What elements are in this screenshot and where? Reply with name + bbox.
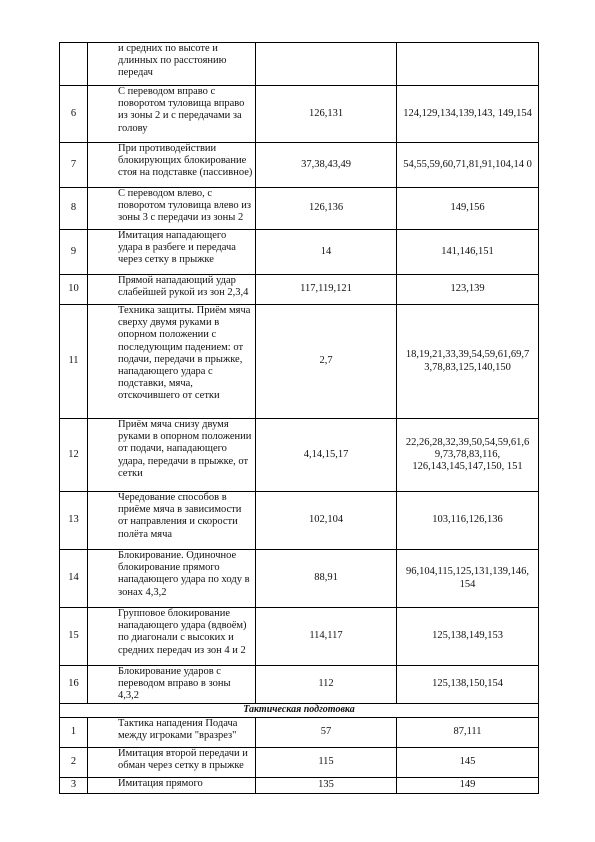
- row-number: 2: [60, 747, 88, 777]
- row-number: [60, 43, 88, 86]
- column-4-value: 103,116,126,136: [397, 492, 539, 550]
- table-row: [60, 230, 539, 275]
- exercise-description: Прямой нападающий удар слабейшей рукой из зон 2,3,4: [88, 275, 256, 305]
- row-number: 7: [60, 143, 88, 188]
- section-header-row: [60, 703, 539, 717]
- table-row: [60, 143, 539, 188]
- exercise-description: Блокирование ударов с переводом вправо в зоны 4,3,2: [88, 666, 256, 704]
- column-4-value: 22,26,28,32,39,50,54,59,61,6 9,73,78,83,116, 126,143,145,147,150, 151: [397, 419, 539, 492]
- section-title: Тактическая подготовка: [60, 703, 539, 717]
- row-number: 9: [60, 230, 88, 275]
- column-3-value: 115: [256, 747, 397, 777]
- exercise-description: С переводом влево, с поворотом туловища влево из зоны 3 с передачи из зоны 2: [88, 188, 256, 230]
- table-row: [60, 608, 539, 666]
- column-4-value: 124,129,134,139,143, 149,154: [397, 86, 539, 143]
- exercise-description: Техника защиты. Приём мяча сверху двумя руками в опорном положении с последующим падением: от подачи, передачи в прыжке, нападающего удара с подставки, мяча, отскочившего от сетки: [88, 305, 256, 419]
- column-3-value: 126,131: [256, 86, 397, 143]
- training-table: [59, 42, 539, 794]
- row-number: 14: [60, 550, 88, 608]
- exercise-description: При противодействии блокирующих блокирование стоя на подставке (пассивное): [88, 143, 256, 188]
- exercise-description: и средних по высоте и длинных по расстоянию передач: [88, 43, 256, 86]
- row-number: 10: [60, 275, 88, 305]
- column-3-value: 114,117: [256, 608, 397, 666]
- table-row: [60, 188, 539, 230]
- table-row: [60, 492, 539, 550]
- row-number: 6: [60, 86, 88, 143]
- exercise-description: Блокирование. Одиночное блокирование прямого нападающего удара по ходу в зонах 4,3,2: [88, 550, 256, 608]
- column-4-value: 87,111: [397, 717, 539, 747]
- column-4-value: 149,156: [397, 188, 539, 230]
- exercise-description: Имитация прямого: [88, 777, 256, 793]
- exercise-description: Имитация нападающего удара в разбеге и передача через сетку в прыжке: [88, 230, 256, 275]
- row-number: 15: [60, 608, 88, 666]
- exercise-description: Тактика нападения Подача между игроками "вразрез": [88, 717, 256, 747]
- column-3-value: 14: [256, 230, 397, 275]
- column-4-value: 141,146,151: [397, 230, 539, 275]
- exercise-description: С переводом вправо с поворотом туловища вправо из зоны 2 и с передачами за голову: [88, 86, 256, 143]
- column-4-value: 96,104,115,125,131,139,146, 154: [397, 550, 539, 608]
- table-row: [60, 777, 539, 793]
- table-row: [60, 419, 539, 492]
- exercise-description: Приём мяча снизу двумя руками в опорном положении от подачи, нападающего удара, передачи в прыжке, от сетки: [88, 419, 256, 492]
- column-3-value: 135: [256, 777, 397, 793]
- row-number: 3: [60, 777, 88, 793]
- column-4-value: 123,139: [397, 275, 539, 305]
- table-row: [60, 305, 539, 419]
- exercise-description: Групповое блокирование нападающего удара (вдвоём) по диагонали с высоких и средних передач из зон 4 и 2: [88, 608, 256, 666]
- row-number: 8: [60, 188, 88, 230]
- exercise-description: Чередование способов в приёме мяча в зависимости от направления и скорости полёта мяча: [88, 492, 256, 550]
- column-4-value: 125,138,149,153: [397, 608, 539, 666]
- column-4-value: 18,19,21,33,39,54,59,61,69,7 3,78,83,125,140,150: [397, 305, 539, 419]
- column-3-value: 4,14,15,17: [256, 419, 397, 492]
- exercise-description: Имитация второй передачи и обман через сетку в прыжке: [88, 747, 256, 777]
- column-3-value: [256, 43, 397, 86]
- column-3-value: 117,119,121: [256, 275, 397, 305]
- table-row: [60, 717, 539, 747]
- row-number: 13: [60, 492, 88, 550]
- column-3-value: 126,136: [256, 188, 397, 230]
- column-3-value: 88,91: [256, 550, 397, 608]
- row-number: 12: [60, 419, 88, 492]
- column-4-value: [397, 43, 539, 86]
- table-row: [60, 747, 539, 777]
- row-number: 11: [60, 305, 88, 419]
- table-body: [60, 43, 539, 794]
- row-number: 16: [60, 666, 88, 704]
- table-row: [60, 86, 539, 143]
- column-4-value: 54,55,59,60,71,81,91,104,14 0: [397, 143, 539, 188]
- column-4-value: 145: [397, 747, 539, 777]
- table-row: [60, 550, 539, 608]
- column-3-value: 37,38,43,49: [256, 143, 397, 188]
- column-3-value: 57: [256, 717, 397, 747]
- row-number: 1: [60, 717, 88, 747]
- column-4-value: 125,138,150,154: [397, 666, 539, 704]
- column-3-value: 2,7: [256, 305, 397, 419]
- column-3-value: 102,104: [256, 492, 397, 550]
- table-row: [60, 275, 539, 305]
- column-4-value: 149: [397, 777, 539, 793]
- table-row: [60, 43, 539, 86]
- table-row: [60, 666, 539, 704]
- column-3-value: 112: [256, 666, 397, 704]
